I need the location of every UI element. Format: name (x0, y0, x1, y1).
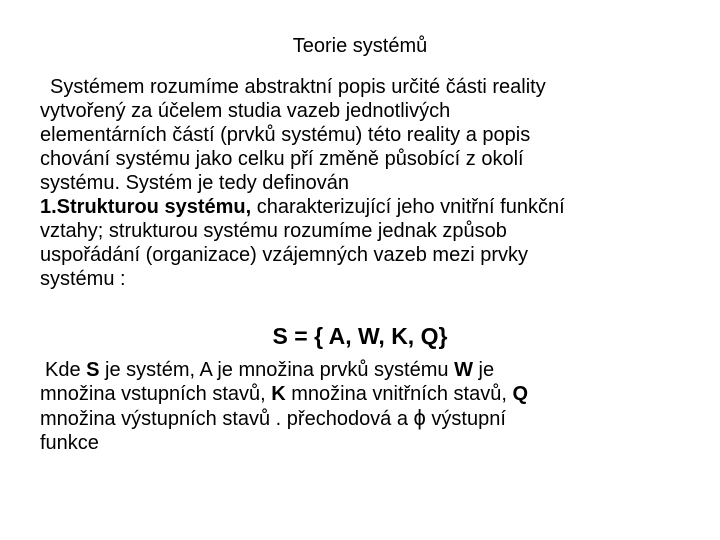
paragraph-line: uspořádání (organizace) vzájemných vazeb mezi prvky (40, 244, 528, 266)
text-span: je systém, A je množina prvků systému (99, 359, 455, 381)
explanation-line (40, 406, 690, 431)
explanation-line (40, 382, 690, 406)
structure-item-first-line (40, 195, 690, 219)
phi-symbol: ϕ (413, 405, 426, 430)
explanation-paragraph (40, 358, 690, 455)
symbol-k: K (271, 383, 286, 405)
page-title: Teorie systémů (292, 35, 428, 57)
paragraph-line: systému : (40, 268, 126, 290)
paragraph-line: systému. Systém je tedy definován (40, 172, 350, 194)
paragraph-line: Systémem rozumíme abstraktní popis určité části reality (50, 76, 546, 98)
text-span: Kde (45, 359, 87, 381)
text-span: množina výstupních stavů . přechodová a (40, 408, 414, 430)
paragraph-line: vytvořený za účelem studia vazeb jednotlivých (40, 100, 451, 122)
paragraph-line: elementárních částí (prvků systému) této reality a popis (40, 124, 531, 146)
text-span: množina vnitřních stavů, (285, 383, 513, 405)
text-span: je (472, 359, 495, 381)
text-span: výstupní (425, 408, 506, 430)
system-formula: S = { A, W, K, Q} (272, 323, 448, 349)
definition-paragraph (40, 75, 690, 291)
text-span: množina vstupních stavů, (40, 383, 272, 405)
explanation-line: funkce (40, 432, 99, 454)
paragraph-line: vztahy; strukturou systému rozumíme jednak způsob (40, 220, 507, 242)
explanation-line (40, 358, 690, 382)
structure-heading-rest: charakterizující jeho vnitřní funkční (251, 196, 565, 218)
symbol-q: Q (512, 383, 529, 405)
paragraph-line: chování systému jako celku pří změně působící z okolí (40, 148, 524, 170)
symbol-s: S (86, 359, 100, 381)
symbol-w: W (454, 359, 473, 381)
structure-heading: 1.Strukturou systému, (40, 196, 252, 218)
